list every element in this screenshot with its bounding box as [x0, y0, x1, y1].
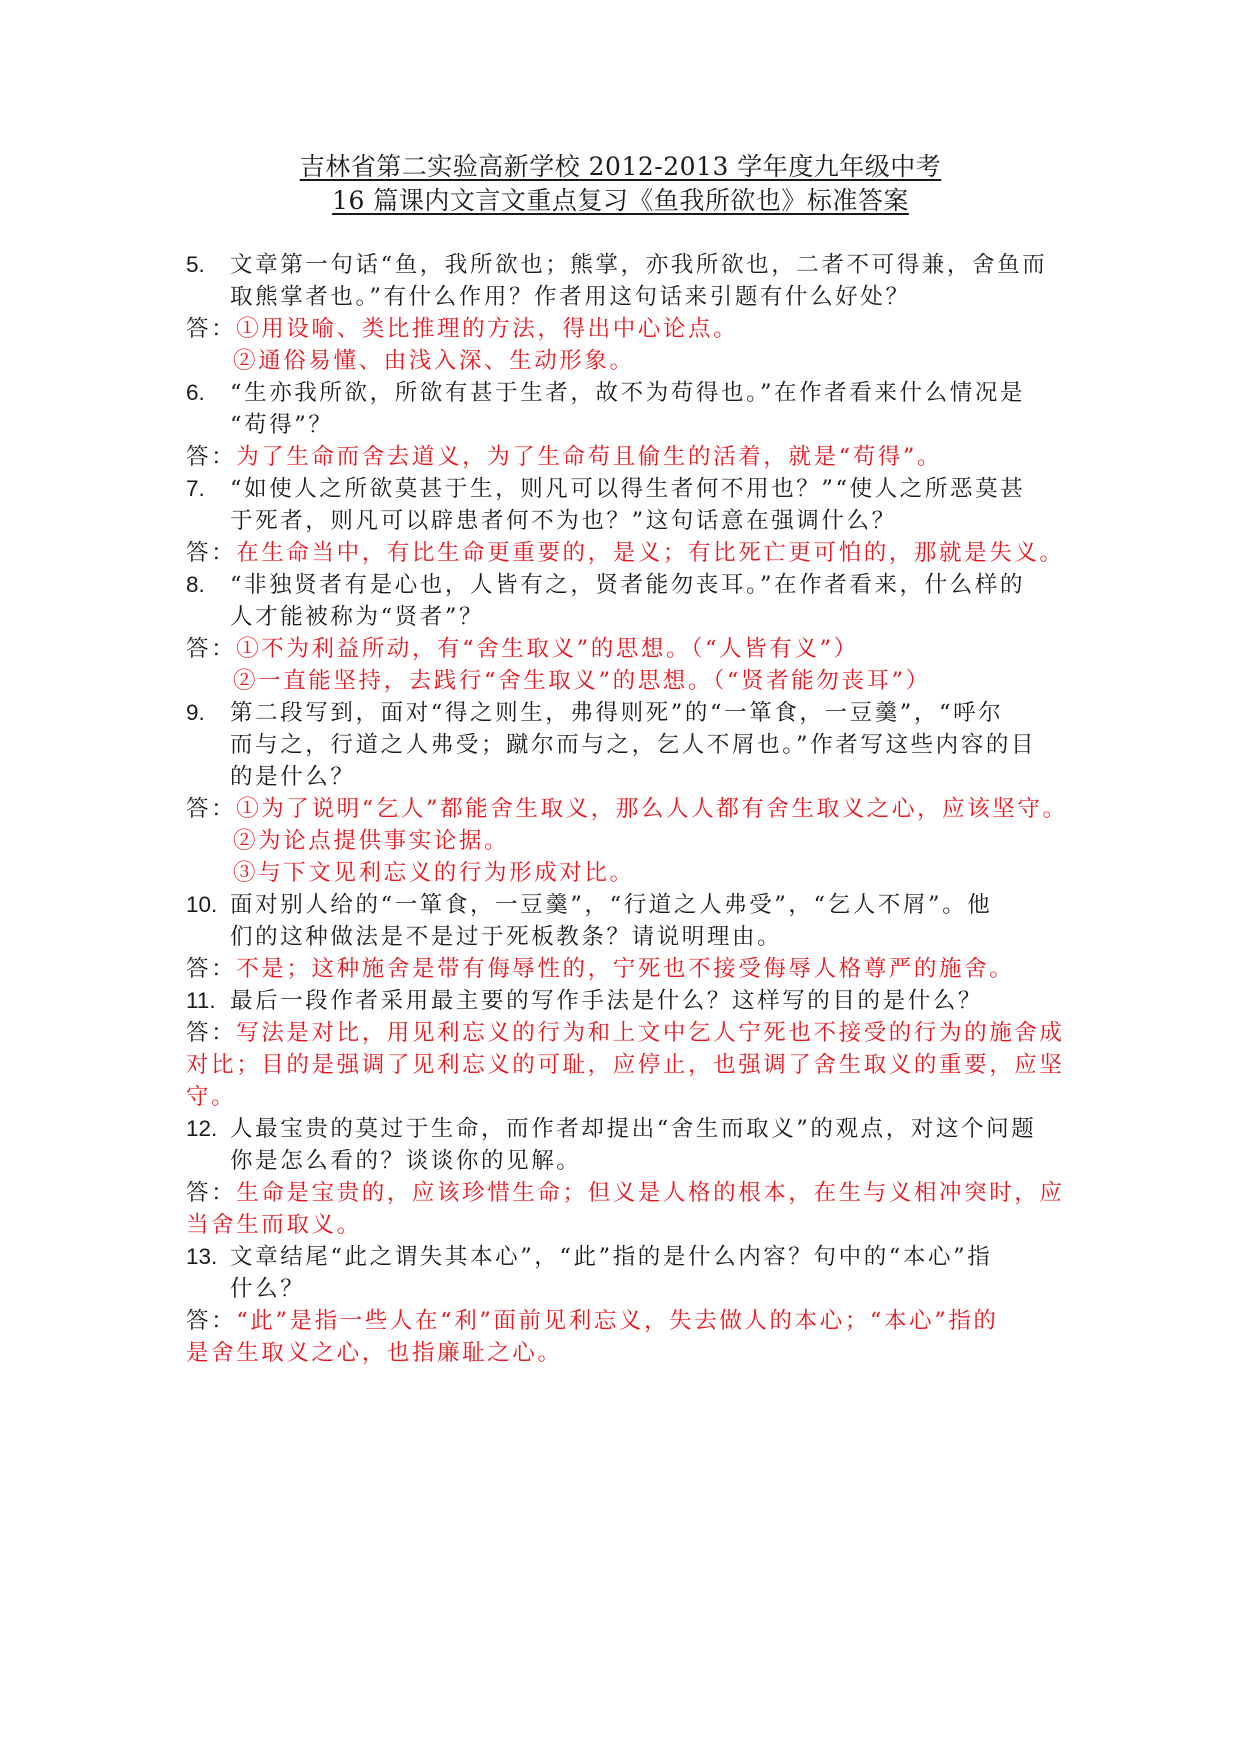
question-text: 文章结尾“此之谓失其本心”，“此”指的是什么内容？句中的“本心”指: [230, 1244, 993, 1270]
question-text: “如使人之所欲莫甚于生，则凡可以得生者何不用也？”“使人之所恶莫甚: [230, 476, 1026, 502]
question-line: [186, 1242, 992, 1272]
question-number: 8.: [186, 572, 205, 597]
question-text: “非独贤者有是心也，人皆有之，贤者能勿丧耳。”在作者看来，什么样的: [230, 572, 1026, 598]
title-line-1: 吉林省第二实验高新学校 2012-2013 学年度九年级中考: [299, 152, 942, 181]
question-line: 的是什么？: [230, 764, 356, 790]
answer-label: 答：: [186, 316, 237, 342]
answer-line: ②通俗易懂、由浅入深、生动形象。: [233, 348, 635, 374]
answer-text: ①为了说明“乞人”都能舍生取义，那么人人都有舍生取义之心，应该坚守。: [236, 796, 1068, 822]
question-line: [186, 378, 1025, 408]
question-text: “生亦我所欲，所欲有甚于生者，故不为苟得也。”在作者看来什么情况是: [230, 380, 1026, 406]
answer-text: “此”是指一些人在“利”面前见利忘义，失去做人的本心；“本心”指的: [236, 1308, 999, 1334]
question-number: 13.: [186, 1244, 218, 1269]
title-line-2: 16 篇课内文言文重点复习《鱼我所欲也》标准答案: [332, 186, 909, 215]
answer-text: ①不为利益所动，有“舍生取义”的思想。（“人皆有义”）: [236, 636, 859, 662]
question-text: 第二段写到，面对“得之则生，弗得则死”的“一箪食，一豆羹”，“呼尔: [230, 700, 1004, 726]
question-text: 文章第一句话“鱼，我所欲也；熊掌，亦我所欲也，二者不可得兼，舍鱼而: [230, 252, 1048, 278]
question-line: 什么？: [230, 1276, 306, 1302]
question-text: 面对别人给的“一箪食，一豆羹”，“行道之人弗受”，“乞人不屑”。他: [230, 892, 993, 918]
answer-line: [186, 538, 1065, 568]
answer-line: ②为论点提供事实论据。: [233, 828, 510, 854]
answer-line: [186, 1306, 999, 1336]
answer-line: [186, 314, 738, 344]
answer-label: 答：: [186, 1180, 237, 1206]
answer-line: 当舍生而取义。: [186, 1212, 362, 1238]
question-line: [186, 474, 1025, 504]
answer-text: 在生命当中，有比生命更重要的，是义；有比死亡更可怕的，那就是失义。: [236, 540, 1065, 566]
question-line: 你是怎么看的？谈谈你的见解。: [230, 1148, 582, 1174]
question-text: 最后一段作者采用最主要的写作手法是什么？这样写的目的是什么？: [230, 988, 984, 1014]
answer-line: [186, 442, 942, 472]
answer-label: 答：: [186, 540, 237, 566]
question-line: [186, 250, 1047, 280]
question-number: 6.: [186, 380, 205, 405]
question-line: 取熊掌者也。”有什么作用？作者用这句话来引题有什么好处？: [230, 284, 911, 310]
question-number: 12.: [186, 1116, 218, 1141]
answer-line: [186, 954, 1014, 984]
answer-line: ③与下文见利忘义的行为形成对比。: [233, 860, 635, 886]
question-line: 们的这种做法是不是过于死板教条？请说明理由。: [230, 924, 783, 950]
answer-line: 守。: [186, 1084, 237, 1110]
question-number: 9.: [186, 700, 205, 725]
answer-label: 答：: [186, 444, 237, 470]
question-line: 人才能被称为“贤者”？: [230, 604, 485, 630]
answer-text: 生命是宝贵的，应该珍惜生命；但义是人格的根本，在生与义相冲突时，应: [236, 1180, 1065, 1206]
answer-label: 答：: [186, 796, 237, 822]
answer-line: 对比；目的是强调了见利忘义的可耻，应停止，也强调了舍生取义的重要，应坚: [186, 1052, 1065, 1078]
question-line: 于死者，则凡可以辟患者何不为也？”这句话意在强调什么？: [230, 508, 897, 534]
question-number: 10.: [186, 892, 218, 917]
question-line: [186, 1114, 1036, 1144]
answer-text: 写法是对比，用见利忘义的行为和上文中乞人宁死也不接受的行为的施舍成: [236, 1020, 1065, 1046]
question-line: [186, 570, 1025, 600]
question-line: [186, 890, 992, 920]
question-line: “苟得”？: [230, 412, 334, 438]
answer-line: [186, 794, 1068, 824]
answer-text: 不是；这种施舍是带有侮辱性的，宁死也不接受侮辱人格尊严的施舍。: [236, 956, 1015, 982]
answer-label: 答：: [186, 1020, 237, 1046]
question-number: 5.: [186, 252, 205, 277]
answer-line: ②一直能坚持，去践行“舍生取义”的思想。（“贤者能勿丧耳”）: [233, 668, 931, 694]
answer-text: ①用设喻、类比推理的方法，得出中心论点。: [236, 316, 739, 342]
question-number: 11.: [186, 988, 216, 1013]
answer-label: 答：: [186, 956, 237, 982]
question-line: [186, 698, 1003, 728]
answer-line: [186, 1018, 1065, 1048]
answer-label: 答：: [186, 636, 237, 662]
answer-label: 答：: [186, 1308, 237, 1334]
question-line: 而与之，行道之人弗受；蹴尔而与之，乞人不屑也。”作者写这些内容的目: [230, 732, 1037, 758]
question-line: [186, 986, 983, 1016]
answer-line: [186, 634, 859, 664]
question-number: 7.: [186, 476, 205, 501]
answer-line: 是舍生取义之心，也指廉耻之心。: [186, 1340, 563, 1366]
answer-line: [186, 1178, 1065, 1208]
question-text: 人最宝贵的莫过于生命，而作者却提出“舍生而取义”的观点，对这个问题: [230, 1116, 1037, 1142]
answer-text: 为了生命而舍去道义，为了生命苟且偷生的活着，就是“苟得”。: [236, 444, 943, 470]
